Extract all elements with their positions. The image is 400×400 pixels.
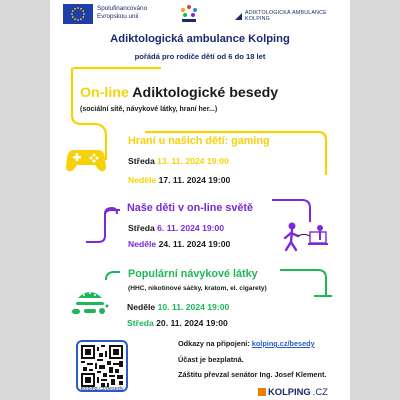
date-day: Středa [128,223,155,233]
qr-label: kolping.cz/besedy [80,386,124,392]
page-subtitle: pořádá pro rodiče dětí od 6 do 18 let [134,52,266,61]
kolping-mark-icon [258,388,266,396]
date-time: 19:00 [202,223,225,233]
kolping-logo-suffix: .CZ [312,386,328,397]
section-substances-subtitle: (HHC, nikotinové sáčky, kratom, el. cigarety) [128,285,267,292]
date-day: Středa [127,318,154,328]
partner-name-text: ADIKTOLOGICKÁ AMBULANCE KOLPING [245,10,327,22]
section-gaming-date-2 [128,175,230,185]
eu-line-1: Spolufinancováno [97,5,148,12]
section-substances-date-2 [127,318,228,328]
date-value: 17. 11. 2024 [158,175,206,185]
section-substances-title: Populární návykové látky [128,268,258,280]
date-value: 20. 11. 2024 [156,318,204,328]
gamepad-icon [66,147,106,178]
registration-link[interactable]: kolping.cz/besedy [251,339,315,348]
links-label: Odkazy na připojení: [178,339,252,348]
date-day: Neděle [128,175,157,185]
section-gaming-date-1 [128,156,229,166]
main-heading [80,85,278,101]
qr-code-icon[interactable] [76,340,128,392]
online-world-icon [282,220,332,257]
free-participation: Účast je bezplatná. [178,355,244,364]
section-online-date-1 [128,223,224,233]
links-line [178,339,315,348]
date-value: 24. 11. 2024 [158,239,206,249]
eu-line-2: Evropskou unií [97,12,139,20]
page-title: Adiktologická ambulance Kolping [110,33,290,45]
section-online-title: Naše děti v on-line světě [127,202,254,214]
main-heading-rest: Adiktologické besedy [128,85,279,101]
kolping-logo [258,386,328,397]
date-value: 10. 11. 2024 [157,302,205,312]
date-day: Neděle [127,302,156,312]
section-online-date-2 [128,239,230,249]
section-substances-date-1 [127,302,229,312]
main-heading-online: On-line [80,85,129,101]
kolping-logo-text: KOLPING [268,386,311,397]
section-gaming-title: Hraní u našich dětí: gaming [128,135,270,147]
date-value: 6. 11. 2024 [157,223,200,233]
poster [50,0,350,400]
date-time: 19:00 [207,302,230,312]
date-value: 13. 11. 2024 [157,156,205,166]
date-day: Neděle [128,239,157,249]
main-topics: (sociální sítě, návykové látky, hraní her...) [80,106,218,113]
patronage-note: Záštitu převzal senátor Ing. Josef Klement. [178,370,327,379]
date-time: 19:00 [208,239,231,249]
date-time: 19:00 [206,156,229,166]
date-day: Středa [128,156,155,166]
date-time: 19:00 [205,318,228,328]
substances-icon [70,282,110,323]
date-time: 19:00 [208,175,231,185]
